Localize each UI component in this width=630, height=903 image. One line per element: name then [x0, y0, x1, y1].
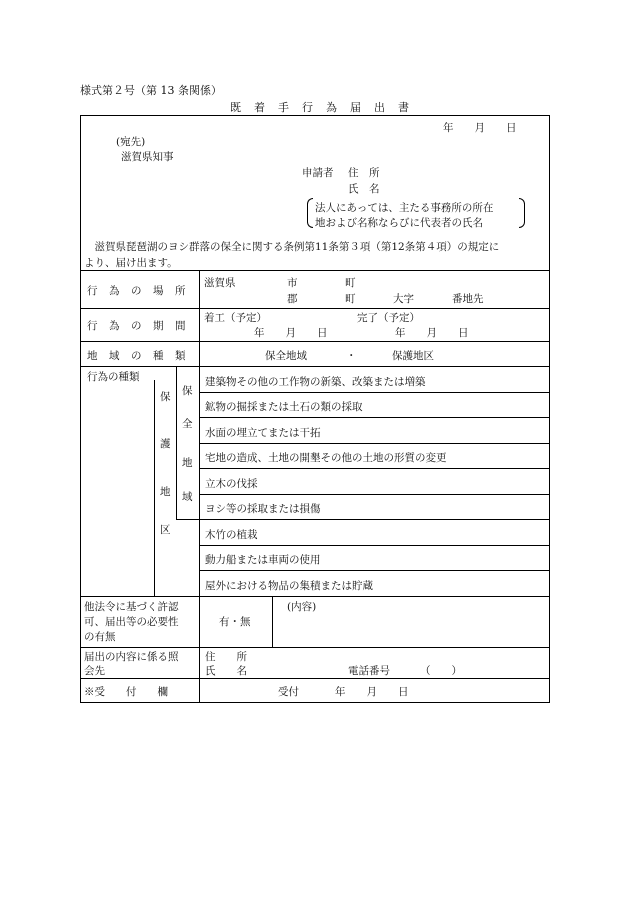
place-banchi: 番地先 [452, 293, 484, 305]
rule [80, 308, 550, 309]
note-bracket-right [519, 198, 525, 228]
rule [272, 596, 273, 647]
place-gun: 郡 [287, 293, 298, 305]
hozen-char-2: 全 [182, 418, 193, 430]
reception-received: 受付 [278, 686, 299, 698]
place-town-1: 町 [345, 277, 356, 289]
zone-option-hozen: 保全地域 [265, 350, 307, 362]
form-title: 既 着 手 行 為 届 出 書 [230, 101, 410, 114]
rule [80, 647, 550, 648]
other-law-content-label: (内容) [287, 601, 317, 613]
hozen-char-3: 地 [182, 457, 193, 469]
period-start: 着工（予定） [204, 312, 267, 324]
period-start-date: 年 月 日 [254, 327, 328, 339]
rule [176, 366, 177, 519]
addressee: 滋賀県知事 [121, 151, 174, 163]
rule [176, 519, 550, 520]
place-city: 市 [287, 277, 298, 289]
rule [199, 392, 550, 393]
act-item: 屋外における物品の集積または貯蔵 [205, 580, 373, 592]
hozen-char-1: 保 [182, 385, 193, 397]
form-number: 様式第２号（第 13 条関係） [80, 84, 222, 97]
rule [80, 341, 550, 342]
period-label: 行 為 の 期 間 [87, 320, 186, 332]
act-item: 動力船または車両の使用 [205, 554, 321, 566]
contact-phone-label: 電話番号 [348, 665, 390, 677]
addressee-label: (宛先) [116, 136, 146, 148]
act-item: 鉱物の掘採または土石の類の採取 [205, 401, 363, 413]
place-aza: 大字 [393, 293, 414, 305]
other-law-label-2: 可、届出等の必要性 [84, 616, 179, 628]
contact-name-label: 氏 名 [205, 665, 247, 677]
contact-label-1: 届出の内容に係る照 [84, 651, 179, 663]
zone-separator: ・ [346, 350, 357, 362]
corp-note-2: 地および名称ならびに代表者の氏名 [315, 217, 483, 229]
reception-date: 年 月 日 [335, 686, 409, 698]
submission-date: 年 月 日 [443, 122, 517, 134]
applicant-address-label: 住 所 [348, 167, 380, 179]
hogo-char-3: 地 [160, 486, 171, 498]
other-law-choice: 有・無 [219, 616, 251, 628]
contact-phone-paren: （ ） [420, 665, 462, 677]
body-text-1: 滋賀県琵琶湖のヨシ群落の保全に関する条例第11条第３項（第12条第４項）の規定に [84, 241, 500, 253]
rule [80, 270, 550, 271]
rule [199, 494, 550, 495]
period-end-date: 年 月 日 [395, 327, 469, 339]
applicant-label: 申請者 [302, 167, 334, 179]
place-label: 行 為 の 場 所 [87, 285, 186, 297]
note-bracket-left [307, 198, 313, 228]
act-item: ヨシ等の採取または損傷 [205, 503, 321, 515]
other-law-label-3: の有無 [84, 631, 116, 643]
rule [80, 596, 550, 597]
contact-address-label: 住 所 [205, 651, 247, 663]
rule [199, 468, 550, 469]
contact-label-2: 会先 [84, 665, 105, 677]
corp-note-1: 法人にあっては、主たる事務所の所在 [315, 202, 494, 214]
act-item: 立木の伐採 [205, 478, 258, 490]
body-text-2: より、届け出ます。 [84, 257, 178, 269]
hogo-char-4: 区 [160, 524, 171, 536]
rule [199, 270, 200, 703]
hozen-char-4: 域 [182, 491, 193, 503]
zone-option-hogo: 保護地区 [392, 350, 434, 362]
rule [154, 380, 155, 596]
place-town-2: 町 [345, 293, 356, 305]
hogo-char-1: 保 [160, 391, 171, 403]
rule [199, 443, 550, 444]
act-item: 宅地の造成、土地の開墾その他の土地の形質の変更 [205, 452, 447, 464]
rule [199, 417, 550, 418]
act-item: 木竹の植栽 [205, 529, 258, 541]
hogo-char-2: 護 [160, 438, 171, 450]
acts-label: 行為の種類 [87, 371, 140, 383]
reception-label: ※受 付 欄 [84, 686, 168, 698]
act-item: 建築物その他の工作物の新築、改築または増築 [205, 376, 426, 388]
rule [80, 366, 550, 367]
applicant-name-label: 氏 名 [348, 183, 380, 195]
act-item: 水面の埋立てまたは干拓 [205, 427, 321, 439]
rule [199, 570, 550, 571]
zone-label: 地 域 の 種 類 [87, 350, 186, 362]
period-end: 完了（予定） [357, 312, 420, 324]
rule [199, 545, 550, 546]
other-law-label-1: 他法令に基づく許認 [84, 601, 179, 613]
place-pref: 滋賀県 [204, 277, 236, 289]
rule [80, 678, 550, 679]
